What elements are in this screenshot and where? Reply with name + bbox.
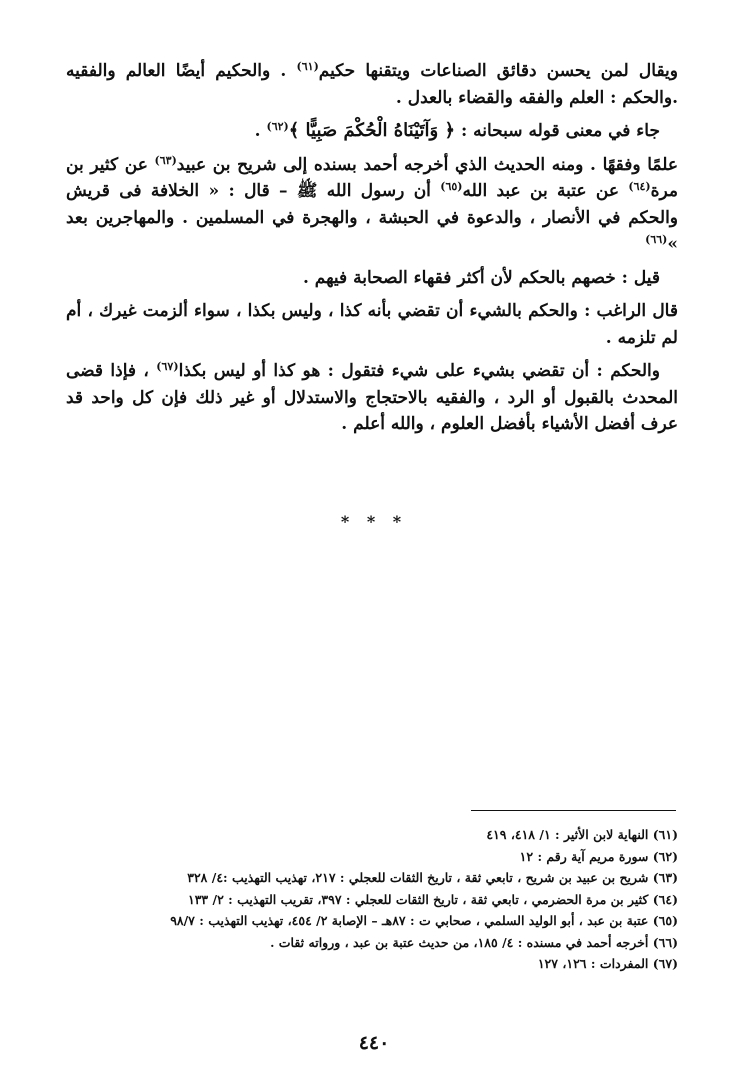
paragraph-2-text: جاء في معنى قوله سبحانه :	[455, 121, 660, 141]
footnote-ref-65: (٦٥)	[440, 180, 463, 193]
footnote-65: (٦٥) عتبة بن عبد ، أبو الوليد السلمي ، صحابي ت : ٨٧هـ – الإصابة ٢/ ٤٥٤، تهذيب التهذيب : ٩٨/٧	[170, 913, 678, 928]
footnote-67: (٦٧) المفردات : ١٢٦، ١٢٧	[537, 956, 678, 971]
footnote-divider	[471, 810, 676, 811]
paragraph-4-text: قيل : خصهم بالحكم لأن أكثر فقهاء الصحابة فيهم .	[302, 267, 660, 288]
paragraph-3-text-c: عن عتبة بن عبد الله	[462, 181, 629, 201]
paragraph-6	[66, 358, 678, 438]
paragraph-3	[66, 152, 678, 258]
paragraph-2-text-after: .	[254, 121, 267, 141]
paragraph-5-text: قال الراغب : والحكم بالشيء أن تقضي بأنه كذا ، وليس بكذا ، سواء ألزمت غيرك ، أم لم تلزمه .	[66, 301, 678, 348]
paragraph-6-text-after: ، فإذا قضى المحدث بالقبول أو الرد ، والفقيه بالاحتجاج والاستدلال أو غير ذلك فإن كل واحد قد عرف أفضل الأشياء بأفضل العلوم ، والله أعلم .	[66, 361, 678, 434]
footnote-61: (٦١) النهاية لابن الأثير : ١/ ٤١٨، ٤١٩	[486, 827, 678, 842]
section-separator: * * *	[340, 512, 408, 531]
footnote-ref-64: (٦٤)	[628, 180, 651, 193]
footnote-ref-62: (٦٢)	[266, 120, 289, 133]
paragraph-2	[66, 118, 678, 145]
footnote-ref-67: (٦٧)	[156, 360, 179, 373]
footnote-ref-61: (٦١)	[296, 60, 319, 73]
footnote-ref-63: (٦٣)	[154, 153, 177, 167]
paragraph-3-text-b: عن كثير بن مرة	[66, 154, 679, 201]
main-text	[66, 58, 678, 445]
paragraph-5	[66, 298, 678, 351]
paragraph-4	[66, 265, 678, 292]
page-number: ٤٤٠	[358, 1032, 390, 1054]
footnote-62: (٦٢) سورة مريم آية رقم : ١٢	[519, 848, 678, 864]
paragraph-1	[66, 58, 678, 111]
footnote-64: (٦٤) كثير بن مرة الحضرمي ، تابعي ثقة ، تاريخ الثقات للعجلي : ٣٩٧، تقريب التهذيب : ٢/ ١٣٣	[187, 891, 678, 907]
footnote-63: (٦٣) شريح بن عبيد بن شريح ، تابعي ثقة ، تاريخ الثقات للعجلي : ٢١٧، تهذيب التهذيب :٤/ ٣٢٨	[187, 870, 678, 885]
quran-verse: ﴿ وَآتَيْنَاهُ الْحُكْمَ صَبِيًّا ﴾	[288, 120, 456, 141]
paragraph-1-text-after: . والحكيم أيضًا العالم والفقيه .والحكم : العلم والفقه والقضاء بالعدل .	[66, 61, 678, 108]
footnote-66: (٦٦) أخرجه أحمد في مسنده : ٤/ ١٨٥، من حديث عتبة بن عبد ، ورواته ثقات .	[270, 934, 678, 950]
footnotes	[66, 824, 678, 975]
footnote-ref-66: (٦٦)	[645, 233, 668, 246]
paragraph-1-text: ويقال لمن يحسن دقائق الصناعات ويتقنها حكيم	[318, 61, 678, 81]
paragraph-3-text-d: أن رسول الله ﷺ – قال : « الخلافة فى قريش والحكم في الأنصار ، والدعوة في الحبشة ، والهجرة في المسلمين . والمهاجرين بعد »	[66, 181, 678, 254]
paragraph-6-text: والحكم : أن تقضي بشيء على شيء فتقول : هو كذا أو ليس بكذا	[178, 361, 660, 381]
paragraph-3-text: علمًا وفقهًا . ومنه الحديث الذي أخرجه أحمد بسنده إلى شريح بن عبيد	[176, 154, 678, 175]
